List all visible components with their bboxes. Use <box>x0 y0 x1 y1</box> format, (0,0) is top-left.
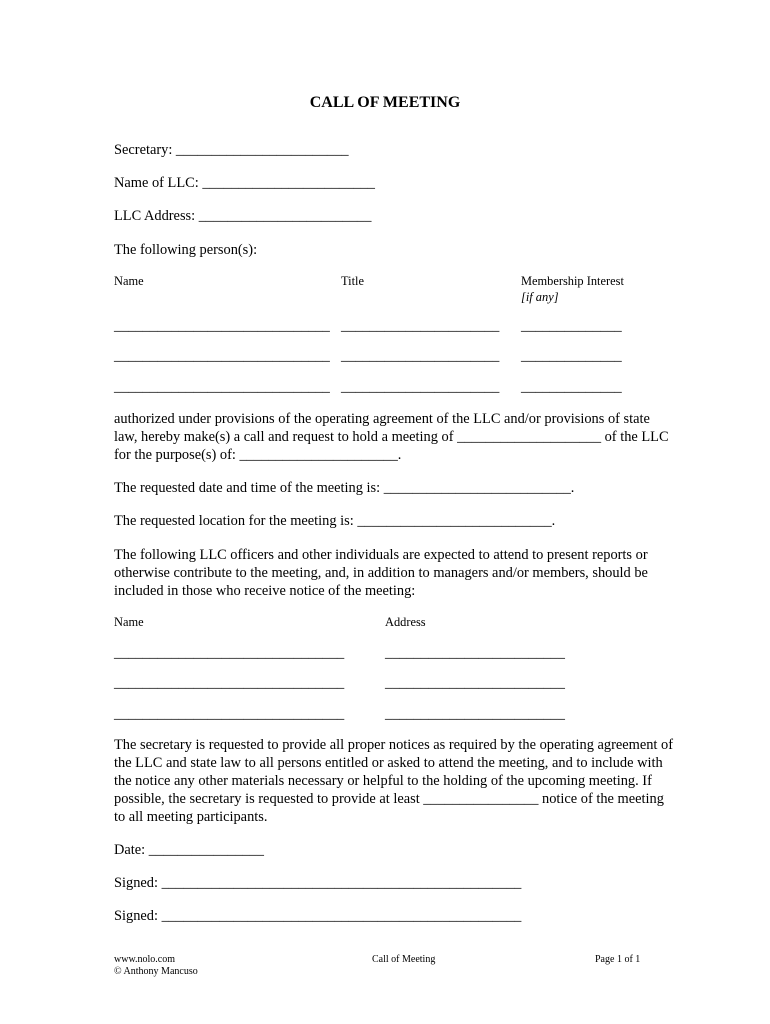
signed-line-1: Signed: __________________________________________________ <box>114 875 522 891</box>
footer-copyright: © Anthony Mancuso <box>114 966 198 977</box>
persons-row-2-interest: ______________ <box>521 348 622 364</box>
persons-row-3-interest: ______________ <box>521 379 622 395</box>
persons-header-title: Title <box>341 274 364 288</box>
attendees-row-1-address: _________________________ <box>385 645 565 661</box>
following-persons-label: The following person(s): <box>114 242 258 258</box>
footer-website: www.nolo.com <box>114 954 176 965</box>
officers-paragraph: The following LLC officers and other individuals are expected to attend to present reports or otherwise contribute to the meeting, and, in addition to managers and/or members, should be included in those who receive notice of the meeting: <box>114 547 648 599</box>
persons-row-3-name: ______________________________ <box>114 379 330 395</box>
persons-row-3-title: ______________________ <box>341 379 500 395</box>
persons-row-1-title: ______________________ <box>341 318 500 334</box>
persons-row-1-name: ______________________________ <box>114 318 330 334</box>
footer-page-number: Page 1 of 1 <box>595 954 641 965</box>
document-title: CALL OF MEETING <box>309 94 461 111</box>
requested-date-line: The requested date and time of the meeting is: __________________________. <box>114 480 575 496</box>
requested-location-line: The requested location for the meeting is: ___________________________. <box>114 513 556 529</box>
persons-header-interest: Membership Interest <box>521 274 624 288</box>
date-line: Date: ________________ <box>114 842 264 858</box>
attendees-header-name: Name <box>114 615 144 629</box>
footer-doc-name: Call of Meeting <box>372 954 436 965</box>
signed-line-2: Signed: __________________________________________________ <box>114 908 522 924</box>
persons-row-2-title: ______________________ <box>341 348 500 364</box>
persons-row-2-name: ______________________________ <box>114 348 330 364</box>
attendees-header-address: Address <box>385 615 426 629</box>
attendees-row-1-name: ________________________________ <box>114 645 345 661</box>
secretary-notice-paragraph: The secretary is requested to provide all proper notices as required by the operating agreement of the LLC and state law to all persons entitled or asked to attend the meeting, and to include with the notice any other materials necessary or helpful to the holding of the upcoming meeting. If possible, the secretary is requested to provide at least ________________ notice of the meeting to all meeting participants. <box>114 737 674 825</box>
persons-header-name: Name <box>114 274 144 288</box>
attendees-row-2-name: ________________________________ <box>114 675 345 691</box>
secretary-field: Secretary: ________________________ <box>114 142 349 158</box>
persons-header-interest-note: [if any] <box>521 290 559 304</box>
attendees-row-3-name: ________________________________ <box>114 706 345 722</box>
persons-row-1-interest: ______________ <box>521 318 622 334</box>
attendees-row-2-address: _________________________ <box>385 675 565 691</box>
authorized-paragraph: authorized under provisions of the operating agreement of the LLC and/or provisions of state law, hereby make(s) a call and request to hold a meeting of ____________________ of the LLC for the purpose(s) of: ______________________. <box>114 411 669 463</box>
llc-name-field: Name of LLC: ________________________ <box>114 175 376 191</box>
llc-address-field: LLC Address: ________________________ <box>114 208 372 224</box>
attendees-row-3-address: _________________________ <box>385 706 565 722</box>
